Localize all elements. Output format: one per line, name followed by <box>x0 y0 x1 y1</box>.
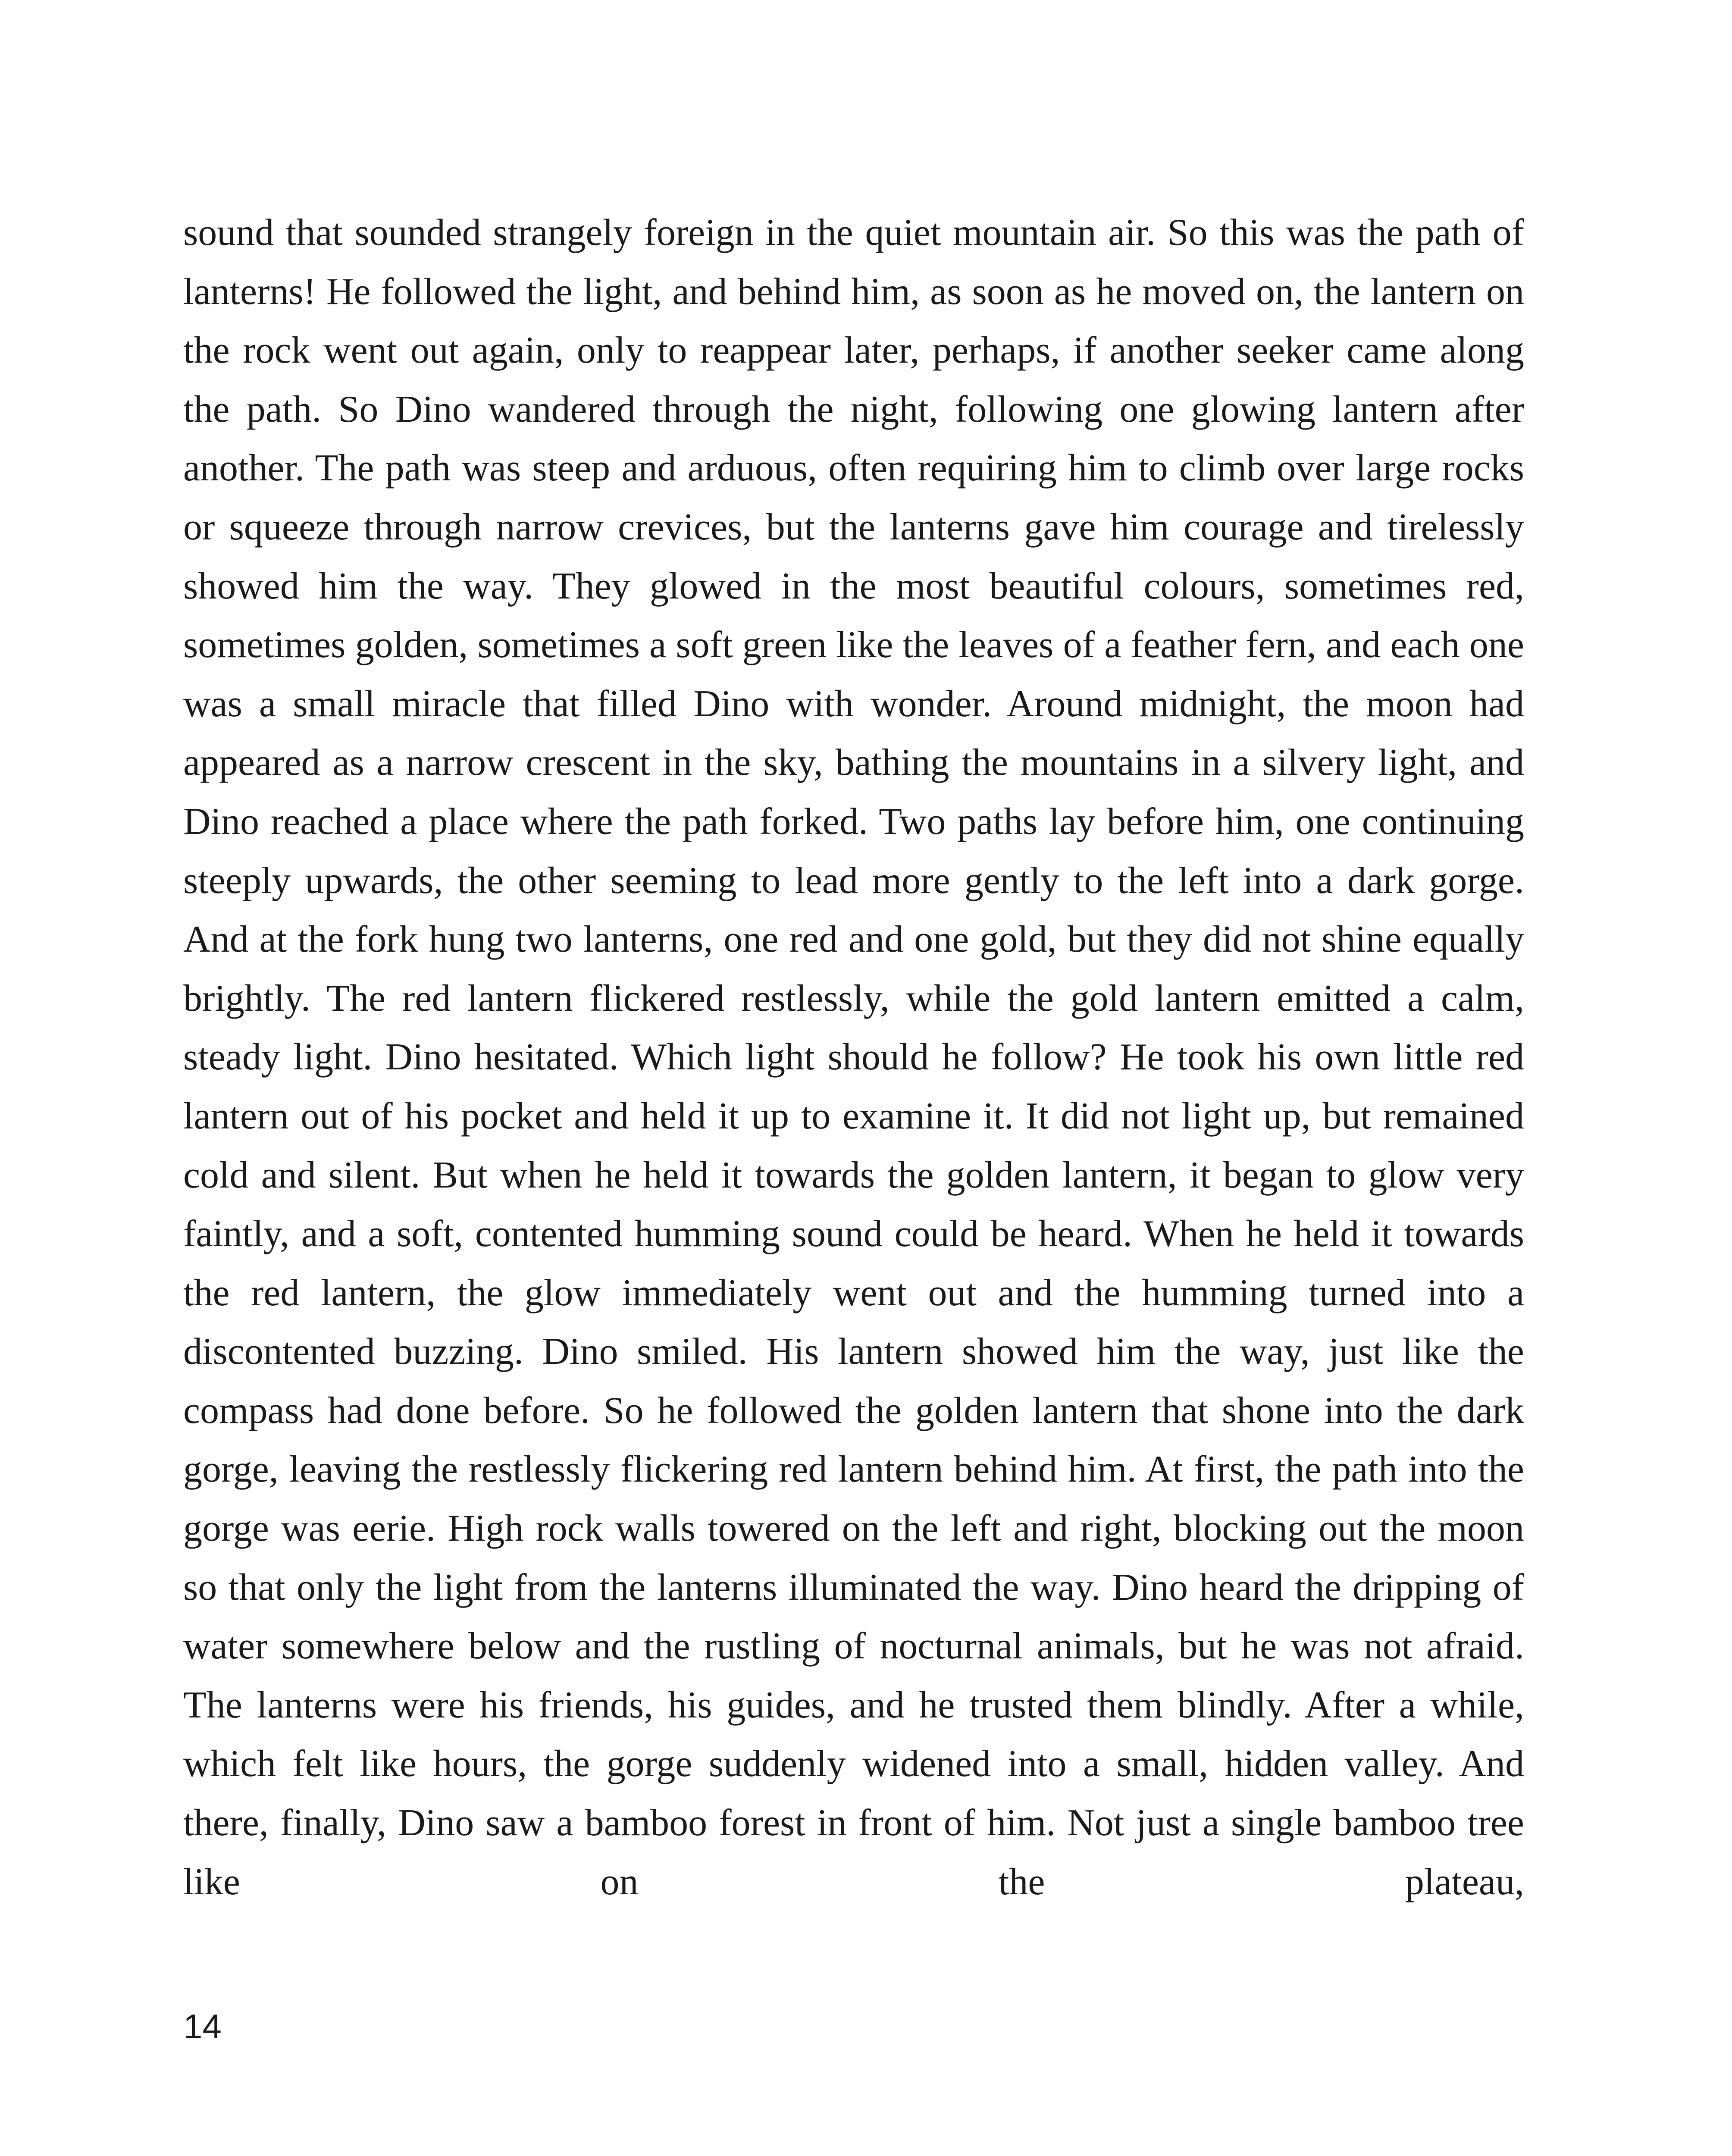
page-number: 14 <box>183 2007 222 2046</box>
body-paragraph: sound that sounded strangely foreign in the quiet mountain air. So this was the path of lanterns! He followed the light, and behind him, as soon as he moved on, the lantern on the rock went out again, only to reappear later, perhaps, if another seeker came along the path. So Dino wandered through the night, following one glowing lantern after another. The path was steep and arduous, often requiring him to climb over large rocks or squeeze through narrow crevices, but the lanterns gave him courage and tirelessly showed him the way. They glowed in the most beautiful colours, sometimes red, sometimes golden, sometimes a soft green like the leaves of a feather fern, and each one was a small miracle that filled Dino with wonder. Around midnight, the moon had appeared as a narrow crescent in the sky, bathing the mountains in a silvery light, and Dino reached a place where the path forked. Two paths lay before him, one continuing steeply upwards, the other seeming to lead more gently to the left into a dark gorge. And at the fork hung two lanterns, one red and one gold, but they did not shine equally brightly. The red lantern flickered restlessly, while the gold lantern emitted a calm, steady light. Dino hesitated. Which light should he follow? He took his own little red lantern out of his pocket and held it up to examine it. It did not light up, but remained cold and silent. But when he held it towards the golden lantern, it began to glow very faintly, and a soft, contented humming sound could be heard. When he held it towards the red lantern, the glow immediately went out and the humming turned into a discontented buzzing. Dino smiled. His lantern showed him the way, just like the compass had done before. So he followed the golden lantern that shone into the dark gorge, leaving the restlessly flickering red lantern behind him. At first, the path into the gorge was eerie. High rock walls towered on the left and right, blocking out the moon so that only the light from the lanterns illuminated the way. Dino heard the dripping of water somewhere below and the rustling of nocturnal animals, but he was not afraid. The lanterns were his friends, his guides, and he trusted them blindly. After a while, which felt like hours, the gorge suddenly widened into a small, hidden valley. And there, finally, Dino saw a bamboo forest in front of him. Not just a single bamboo tree like on the plateau, <box>183 212 1524 1903</box>
